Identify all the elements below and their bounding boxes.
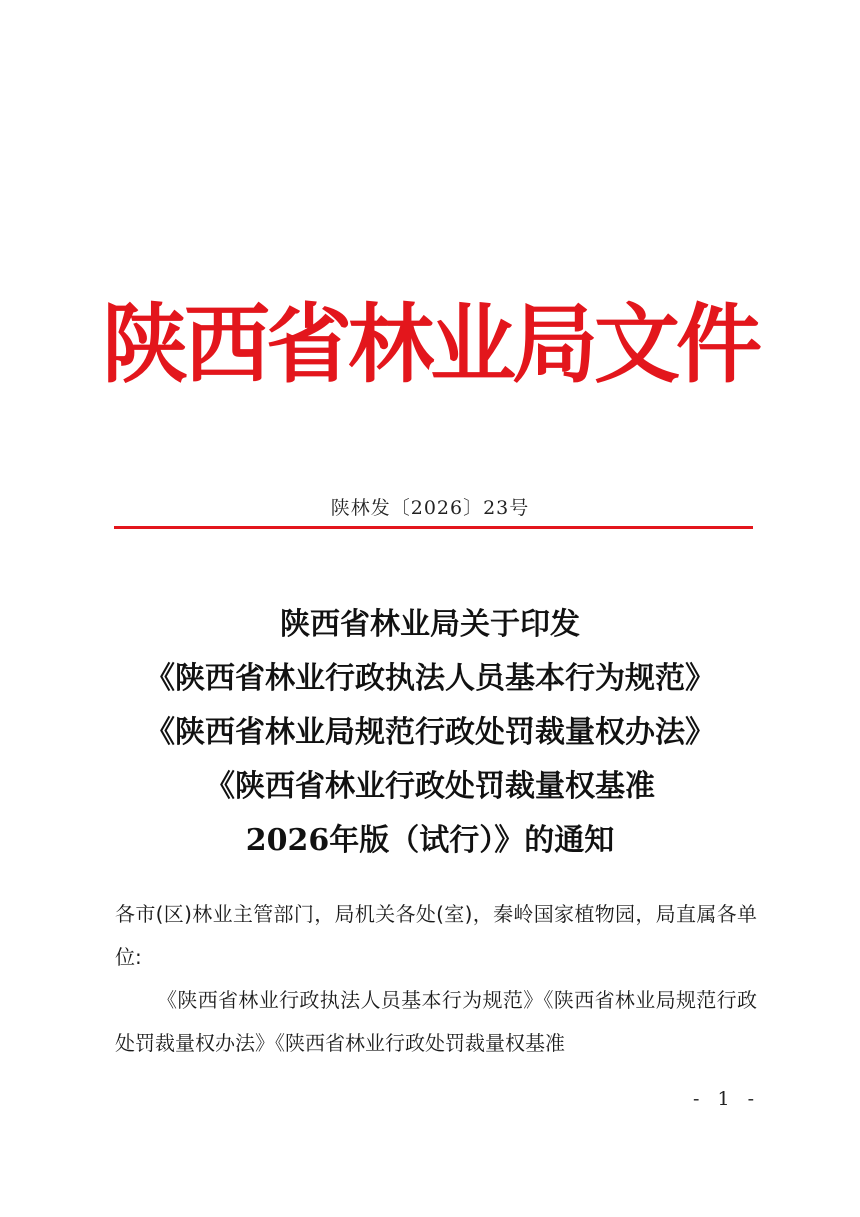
page-number: - 1 -	[692, 1088, 760, 1110]
red-divider	[114, 526, 753, 529]
body-paragraph: 《陕西省林业行政执法人员基本行为规范》《陕西省林业局规范行政处罚裁量权办法》《陕西省林业行政处罚裁量权基准	[115, 988, 757, 1055]
title-line-5: 2026年版（试行）》的通知	[245, 823, 615, 858]
title-line-2: 《陕西省林业行政执法人员基本行为规范》	[145, 661, 715, 696]
issuer-title: 陕西省林业局文件	[102, 294, 758, 395]
title-line-3: 《陕西省林业局规范行政处罚裁量权办法》	[145, 715, 715, 750]
title-line-1: 陕西省林业局关于印发	[280, 607, 580, 642]
title-line-4: 《陕西省林业行政处罚裁量权基准	[205, 769, 655, 804]
document-body	[115, 893, 757, 1065]
document-title	[0, 598, 860, 868]
document-number: 陕林发〔2026〕23号	[330, 497, 530, 519]
addressee: 各市(区)林业主管部门，局机关各处(室)，秦岭国家植物园，局直属各单位:	[115, 902, 757, 969]
